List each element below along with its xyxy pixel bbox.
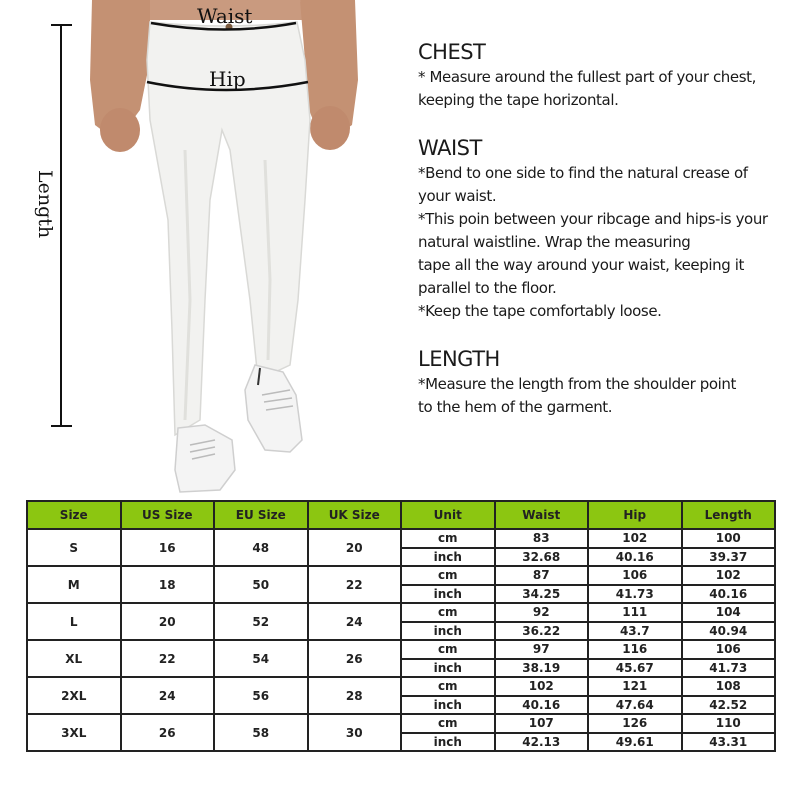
guide-line: to the hem of the garment. <box>418 398 613 416</box>
guide-line: natural waistline. Wrap the measuring <box>418 233 691 251</box>
unit-cell: inch <box>401 548 495 567</box>
waist-cell: 36.22 <box>495 622 589 641</box>
waist-cell: 34.25 <box>495 585 589 604</box>
hip-cell: 116 <box>588 640 682 659</box>
unit-cell: cm <box>401 714 495 733</box>
us-size-cell: 26 <box>121 714 215 751</box>
size-cell: 3XL <box>27 714 121 751</box>
length-cell: 100 <box>682 529 776 548</box>
table-header-row <box>27 501 775 529</box>
hip-cell: 102 <box>588 529 682 548</box>
length-cell: 39.37 <box>682 548 776 567</box>
waist-cell: 40.16 <box>495 696 589 715</box>
length-indicator-top-cap <box>51 24 72 26</box>
uk-size-cell: 30 <box>308 714 402 751</box>
guide-section-chest <box>418 38 790 112</box>
uk-size-cell: 22 <box>308 566 402 603</box>
section-title: WAIST <box>418 136 482 160</box>
waist-label: Waist <box>197 4 253 28</box>
us-size-cell: 16 <box>121 529 215 566</box>
eu-size-cell: 50 <box>214 566 308 603</box>
header-uk-size: UK Size <box>308 501 402 529</box>
table-row <box>27 714 775 733</box>
size-cell: S <box>27 529 121 566</box>
table-row <box>27 603 775 622</box>
size-cell: M <box>27 566 121 603</box>
guide-line: *This poin between your ribcage and hips-is your <box>418 210 768 228</box>
guide-line: your waist. <box>418 187 497 205</box>
table-row <box>27 566 775 585</box>
eu-size-cell: 48 <box>214 529 308 566</box>
size-chart-table <box>26 500 776 752</box>
unit-cell: cm <box>401 529 495 548</box>
header-size: Size <box>27 501 121 529</box>
guide-line: keeping the tape horizontal. <box>418 91 619 109</box>
length-cell: 41.73 <box>682 659 776 678</box>
unit-cell: inch <box>401 733 495 752</box>
eu-size-cell: 58 <box>214 714 308 751</box>
waist-cell: 42.13 <box>495 733 589 752</box>
size-cell: 2XL <box>27 677 121 714</box>
header-us-size: US Size <box>121 501 215 529</box>
waist-cell: 97 <box>495 640 589 659</box>
hip-cell: 40.16 <box>588 548 682 567</box>
uk-size-cell: 20 <box>308 529 402 566</box>
guide-line: *Bend to one side to find the natural crease of <box>418 164 748 182</box>
length-cell: 42.52 <box>682 696 776 715</box>
size-cell: XL <box>27 640 121 677</box>
us-size-cell: 24 <box>121 677 215 714</box>
length-indicator-bottom-cap <box>51 425 72 427</box>
length-cell: 43.31 <box>682 733 776 752</box>
eu-size-cell: 54 <box>214 640 308 677</box>
eu-size-cell: 52 <box>214 603 308 640</box>
table-row <box>27 677 775 696</box>
hip-cell: 43.7 <box>588 622 682 641</box>
length-cell: 102 <box>682 566 776 585</box>
unit-cell: inch <box>401 696 495 715</box>
uk-size-cell: 24 <box>308 603 402 640</box>
hip-cell: 45.67 <box>588 659 682 678</box>
section-title: CHEST <box>418 40 486 64</box>
unit-cell: cm <box>401 603 495 622</box>
waist-cell: 38.19 <box>495 659 589 678</box>
waist-cell: 32.68 <box>495 548 589 567</box>
size-cell: L <box>27 603 121 640</box>
uk-size-cell: 28 <box>308 677 402 714</box>
unit-cell: cm <box>401 566 495 585</box>
waist-cell: 102 <box>495 677 589 696</box>
hip-label: Hip <box>209 67 246 91</box>
unit-cell: inch <box>401 622 495 641</box>
guide-line: *Measure the length from the shoulder point <box>418 375 736 393</box>
unit-cell: inch <box>401 659 495 678</box>
waist-cell: 83 <box>495 529 589 548</box>
length-cell: 40.94 <box>682 622 776 641</box>
guide-section-waist <box>418 134 790 323</box>
eu-size-cell: 56 <box>214 677 308 714</box>
us-size-cell: 18 <box>121 566 215 603</box>
hip-cell: 41.73 <box>588 585 682 604</box>
length-label: Length <box>34 170 56 239</box>
header-unit: Unit <box>401 501 495 529</box>
section-title: LENGTH <box>418 347 500 371</box>
guide-line: *Keep the tape comfortably loose. <box>418 302 662 320</box>
length-cell: 108 <box>682 677 776 696</box>
guide-line: parallel to the floor. <box>418 279 557 297</box>
unit-cell: cm <box>401 640 495 659</box>
guide-line: tape all the way around your waist, keeping it <box>418 256 744 274</box>
waist-cell: 87 <box>495 566 589 585</box>
hip-cell: 126 <box>588 714 682 733</box>
length-cell: 40.16 <box>682 585 776 604</box>
table-row <box>27 640 775 659</box>
guide-line: * Measure around the fullest part of your chest, <box>418 68 756 86</box>
measurement-guide <box>400 38 790 441</box>
us-size-cell: 22 <box>121 640 215 677</box>
unit-cell: cm <box>401 677 495 696</box>
header-length: Length <box>682 501 776 529</box>
header-waist: Waist <box>495 501 589 529</box>
hip-cell: 121 <box>588 677 682 696</box>
header-hip: Hip <box>588 501 682 529</box>
us-size-cell: 20 <box>121 603 215 640</box>
hip-cell: 49.61 <box>588 733 682 752</box>
hip-cell: 47.64 <box>588 696 682 715</box>
waist-cell: 107 <box>495 714 589 733</box>
length-cell: 110 <box>682 714 776 733</box>
uk-size-cell: 26 <box>308 640 402 677</box>
table-row <box>27 529 775 548</box>
length-cell: 104 <box>682 603 776 622</box>
hip-cell: 106 <box>588 566 682 585</box>
length-indicator-line <box>60 25 62 427</box>
unit-cell: inch <box>401 585 495 604</box>
waist-cell: 92 <box>495 603 589 622</box>
header-eu-size: EU Size <box>214 501 308 529</box>
guide-section-length <box>418 345 790 419</box>
length-cell: 106 <box>682 640 776 659</box>
hip-cell: 111 <box>588 603 682 622</box>
